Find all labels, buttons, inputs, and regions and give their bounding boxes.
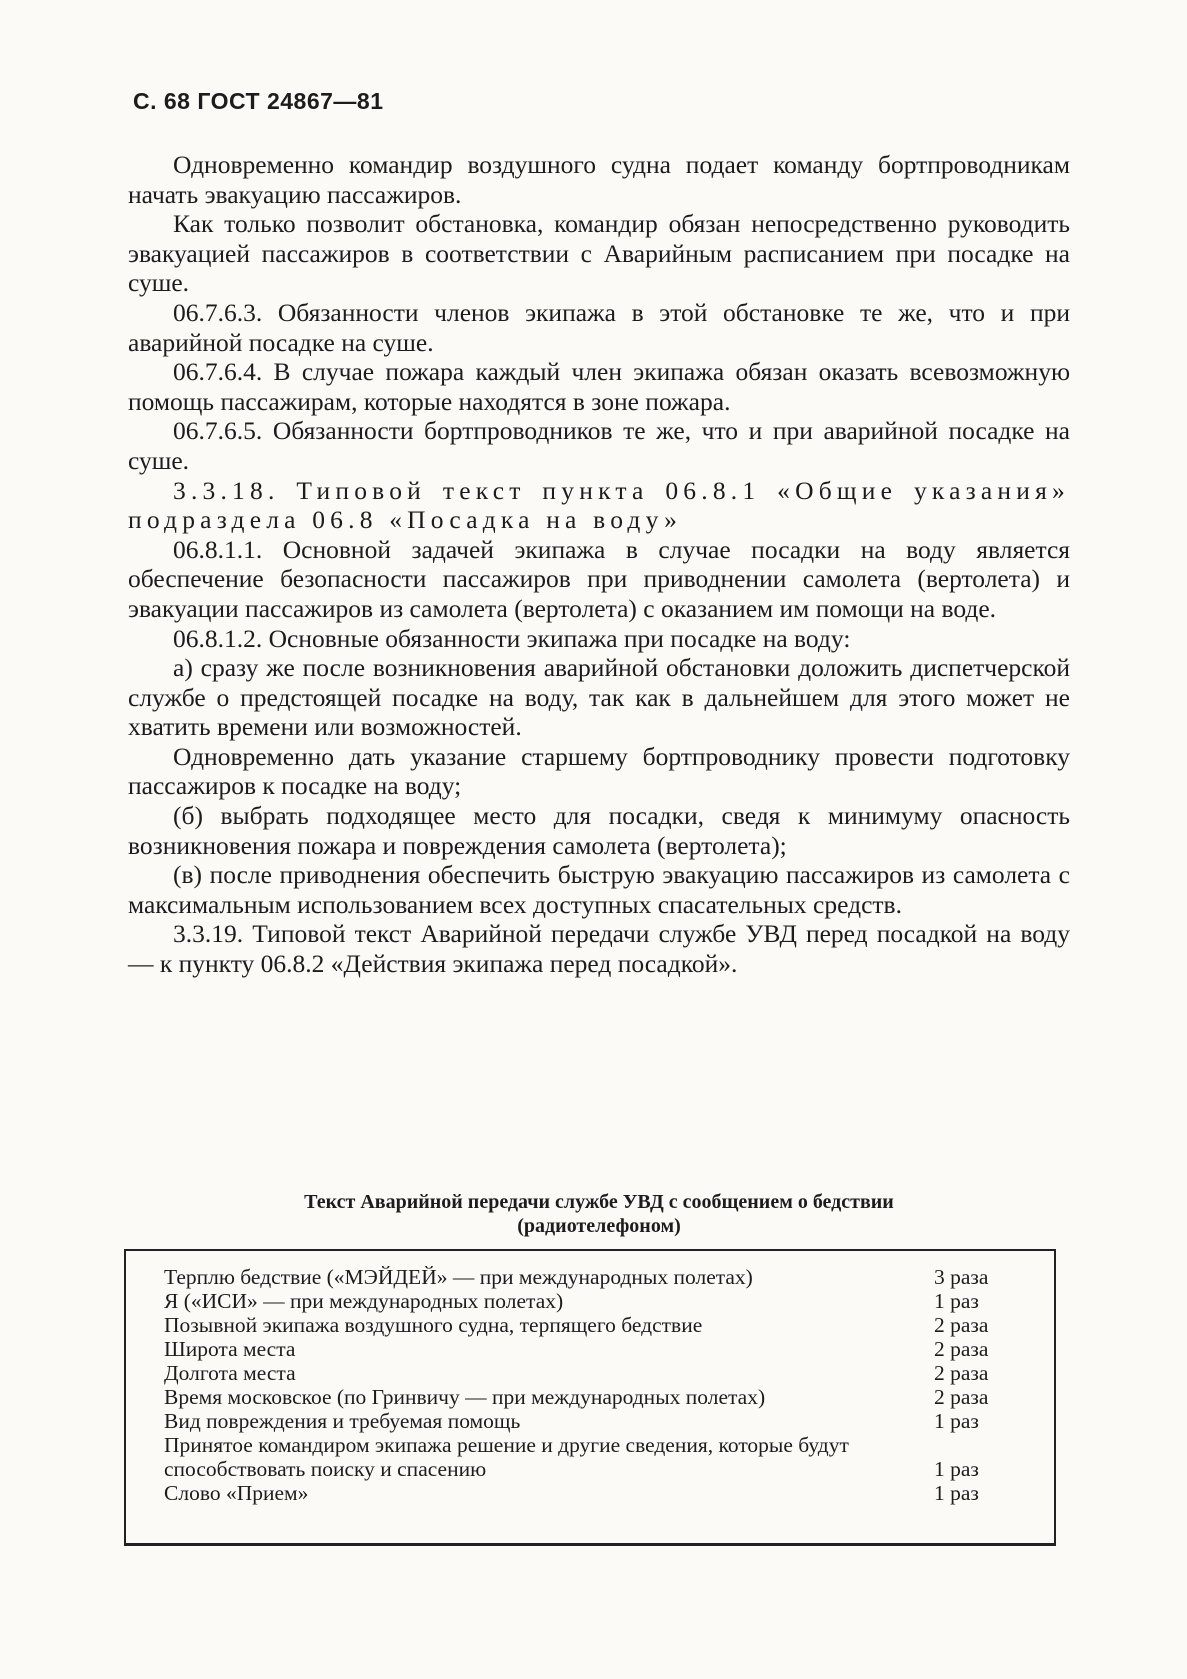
table-row [164,1313,1044,1337]
table-left-border [124,1251,126,1543]
row-count: 1 раз [934,1481,979,1505]
row-count: 3 раза [934,1265,989,1289]
section-heading: 3.3.18. Типовой текст пункта 06.8.1 «Общие указания» подраздела 06.8 «Посадка на воду» [128,475,1070,535]
table-row [164,1265,1044,1289]
paragraph: Одновременно командир воздушного судна подает команду бортпроводникам начать эвакуацию пассажиров. [128,150,1070,209]
paragraph: (б) выбрать подходящее место для посадки, сведя к минимуму опасность возникновения пожара и повреждения самолета (вертолета); [128,801,1070,860]
table-row [164,1481,1044,1505]
row-count: 2 раза [934,1337,989,1361]
row-label: Позывной экипажа воздушного судна, терпящего бедствие [164,1313,703,1337]
table-row [164,1409,1044,1433]
row-count: 1 раз [934,1457,979,1481]
table-row [164,1289,1044,1313]
table-row [164,1433,1044,1481]
paragraph: 06.7.6.5. Обязанности бортпроводников те же, что и при аварийной посадке на суше. [128,416,1070,475]
table-right-border [1054,1251,1056,1543]
row-count: 1 раз [934,1289,979,1313]
row-count: 1 раз [934,1409,979,1433]
table-rows [164,1265,1044,1505]
paragraph: 3.3.19. Типовой текст Аварийной передачи службе УВД перед посадкой на воду — к пункту 06.8.2 «Действия экипажа перед посадкой». [128,919,1070,979]
table-row [164,1361,1044,1385]
row-label: Слово «Прием» [164,1481,309,1505]
caption-line: Текст Аварийной передачи службе УВД с сообщением о бедствии [304,1191,894,1213]
paragraph: а) сразу же после возникновения аварийной обстановки доложить диспетчерской службе о предстоящей посадке на воду, так как в дальнейшем для этого может не хватить времени или возможностей. [128,653,1070,742]
row-label: Долгота места [164,1361,296,1385]
row-label: Принятое командиром экипажа решение и другие сведения, которые будут способствовать поиску и спасению [164,1433,849,1481]
paragraph: Одновременно дать указание старшему бортпроводнику провести подготовку пассажиров к посадке на воду; [128,741,1070,801]
row-label: Я («ИСИ» — при международных полетах) [164,1289,564,1313]
paragraph: 06.7.6.4. В случае пожара каждый член экипажа обязан оказать всевозможную помощь пассажирам, которые находятся в зоне пожара. [128,357,1070,416]
paragraph: Как только позволит обстановка, командир обязан непосредственно руководить эвакуацией пассажиров в соответствии с Аварийным расписанием при посадке на суше. [128,209,1070,298]
caption-line: (радиотелефоном) [517,1215,681,1237]
paragraph: 06.7.6.3. Обязанности членов экипажа в этой обстановке те же, что и при аварийной посадке на суше. [128,297,1070,357]
row-label: Терплю бедствие («МЭЙДЕЙ» — при международных полетах) [164,1265,753,1289]
transmission-table [124,1249,1056,1546]
table-caption [128,1190,1070,1238]
paragraph: 06.8.1.1. Основной задачей экипажа в случае посадки на воду является обеспечение безопасности пассажиров при приводнении самолета (вертолета) и эвакуации пассажиров из самолета (вертолета) с оказанием им помощи на воде. [128,534,1070,623]
row-count: 2 раза [934,1313,989,1337]
row-label: Время московское (по Гринвичу — при международных полетах) [164,1385,766,1409]
body-text [128,150,1070,979]
row-label: Вид повреждения и требуемая помощь [164,1409,521,1433]
paragraph: 06.8.1.2. Основные обязанности экипажа при посадке на воду: [173,623,851,653]
row-count: 2 раза [934,1361,989,1385]
paragraph: (в) после приводнения обеспечить быструю эвакуацию пассажиров из самолета с максимальным использованием всех доступных спасательных средств. [128,860,1070,919]
row-label: Широта места [164,1337,296,1361]
row-count: 2 раза [934,1385,989,1409]
table-row [164,1337,1044,1361]
table-row [164,1385,1044,1409]
page-header: С. 68 ГОСТ 24867—81 [133,88,384,114]
